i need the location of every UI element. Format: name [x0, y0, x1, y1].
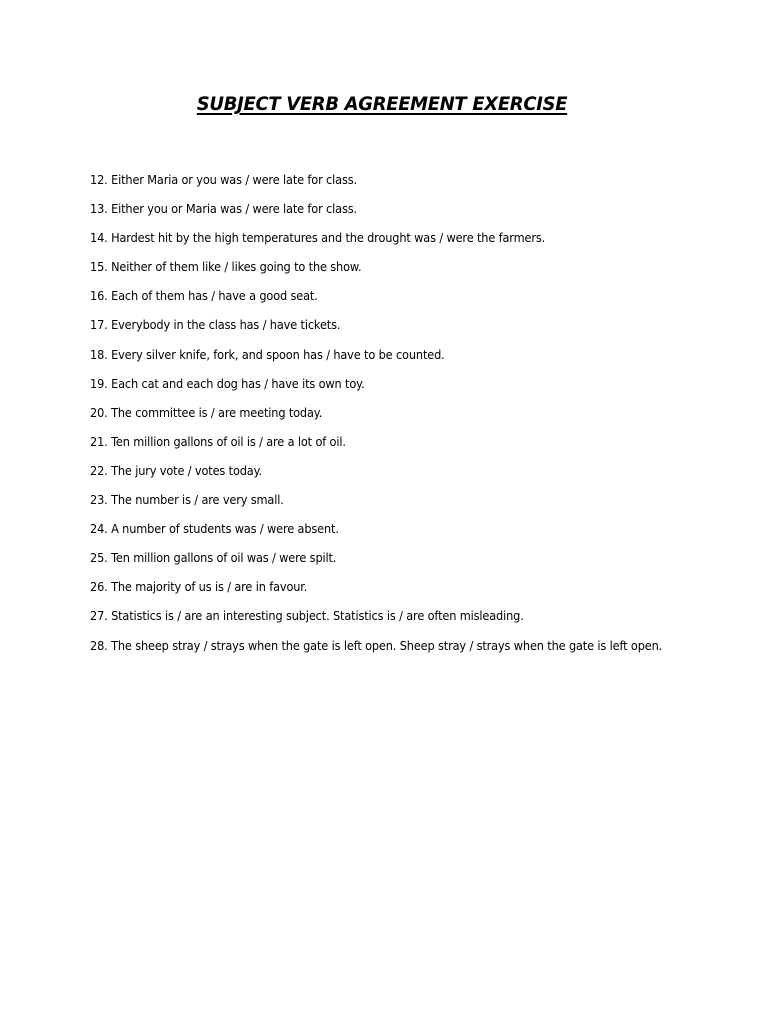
- exercise-item-14: 14. Hardest hit by the high temperatures and the drought was / were the farmers.: [90, 231, 546, 246]
- exercise-item-22: 22. The jury vote / votes today.: [90, 463, 263, 478]
- exercise-item-26: 26. The majority of us is / are in favour.: [90, 580, 308, 595]
- exercise-item-20: 20. The committee is / are meeting today.: [90, 405, 323, 420]
- exercise-item-28: 28. The sheep stray / strays when the gate is left open. Sheep stray / strays when the gate is left open.: [90, 638, 663, 653]
- exercise-item-27: 27. Statistics is / are an interesting subject. Statistics is / are often misleading.: [90, 609, 524, 624]
- exercise-item-19: 19. Each cat and each dog has / have its own toy.: [90, 376, 365, 391]
- exercise-item-18: 18. Every silver knife, fork, and spoon has / have to be counted.: [90, 347, 445, 362]
- exercise-list: [90, 170, 730, 665]
- exercise-item-21: 21. Ten million gallons of oil is / are a lot of oil.: [90, 434, 346, 449]
- exercise-item-15: 15. Neither of them like / likes going to the show.: [90, 260, 362, 275]
- exercise-item-23: 23. The number is / are very small.: [90, 493, 284, 508]
- exercise-item-25: 25. Ten million gallons of oil was / were spilt.: [90, 551, 337, 566]
- exercise-item-17: 17. Everybody in the class has / have tickets.: [90, 318, 341, 333]
- exercise-item-12: 12. Either Maria or you was / were late for class.: [90, 173, 357, 187]
- exercise-item-24: 24. A number of students was / were absent.: [90, 522, 339, 537]
- exercise-item-13: 13. Either you or Maria was / were late for class.: [90, 202, 357, 217]
- exercise-item-16: 16. Each of them has / have a good seat.: [90, 289, 318, 304]
- page-title: SUBJECT VERB AGREEMENT EXERCISE: [196, 94, 568, 115]
